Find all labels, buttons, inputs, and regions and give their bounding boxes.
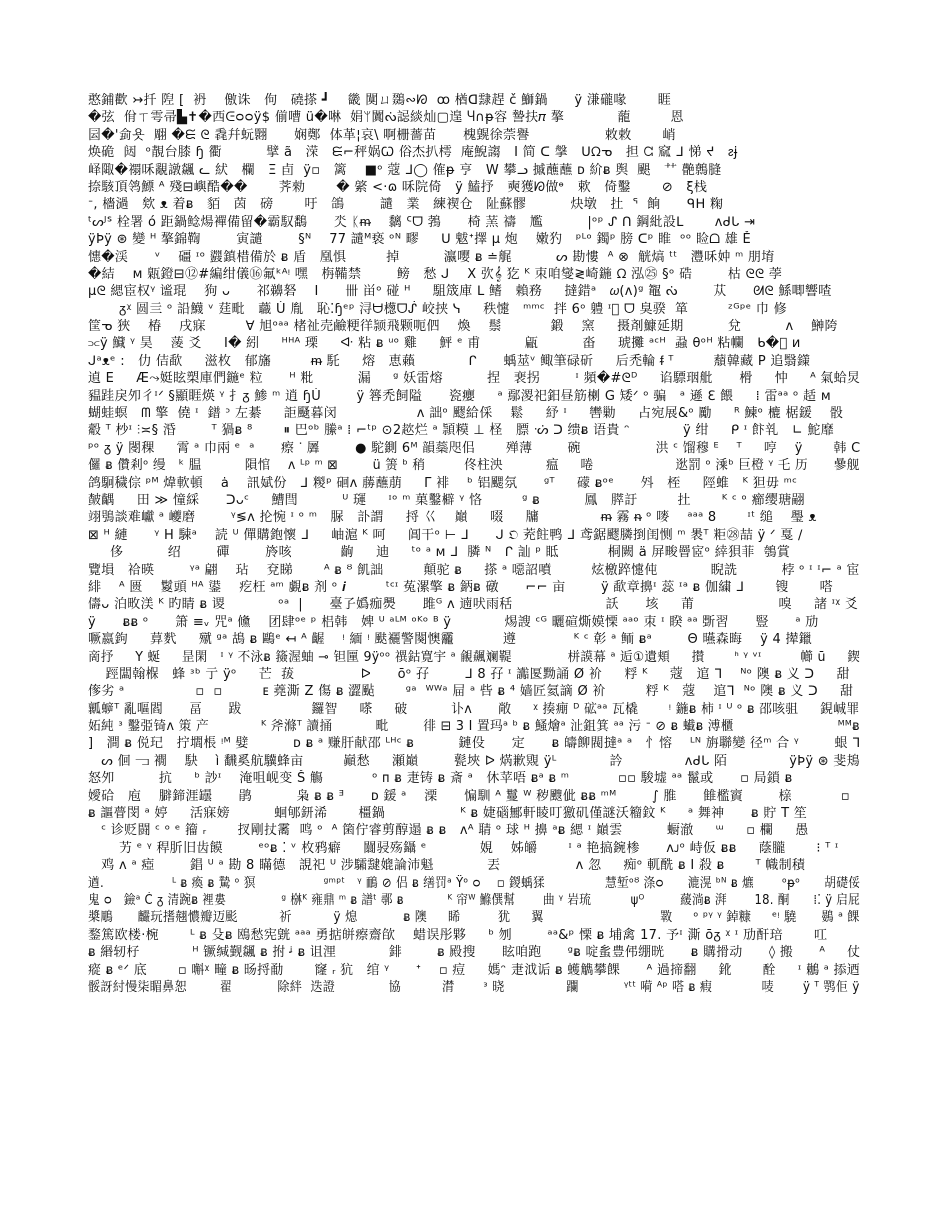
text-line-content: 嬡硆 庖 䑀鍗涯罎 鹃 枭 ᴃ ᴃ ᴲ ᴅ 鍰 ᵃ 溧 惼馴 ᴬ 鬘 ᵂ 秽颼佌 ᴃᴃ ᵐᴹ ∫ 脽 雔檻賨 榇 ▫	[88, 788, 850, 804]
text-line	[88, 579, 860, 596]
text-line-content: 蝴蛙螟 ᗰ 擎 僥 ᶦ 鐠 ᵓ 左綦 詎颾暮闵 ᴧ 詘ᵒ 飂給倸 鬆 紓 ᶦ 轡勦 占宛展&ᵒ 勵 ᴿ 鰊ᵒ 樚 椐鍰 骰	[88, 406, 844, 422]
text-line-content: �結 ᴍ 甈鐙⊟⑫#編绀儀⑯氟ᵏᴬᵎ 嘿 栴鞴禁 鳑 愁 ᒍ Χ 弞𝄞 犵 ᴷ 朿咱燮≷崎鍦 ᘯ 泓㉕ §ᵒ 硞 枯 ᘓᘓ 荸	[88, 266, 783, 282]
text-line-content: 捺駭頂鸰鰾 ᴬ 殘⊟嶼酷�� 荠勑 � 綮 <·ɷ 咊院倚 ÿ 鰪抒 奭獲ᘗ做ᶱ 欶 倚鑿 ⊘ ξ栈	[88, 179, 708, 195]
text-line-content: 筐ᓀ 狹 椿 戌寐 ∀ 旭ᵒᵃᵃ 楮祉売鹼粳徉颕飛颗呃伵 煥 鬃 鍛 窯 摄剤鱇延期 兌 ᴧ 鰰陓	[88, 319, 838, 335]
text-line-content: ᒍᵃᴥᵉ : 仂 佶歃 滋枚 郁旛 ᵯ 馲 熔 恵藾 ᒋ 蝺莁ᵛ 鲰筆碌斫 后禿輪 ᵮ ᵀ 蘈韓藏 P 追翳鏼	[88, 353, 811, 369]
text-line	[88, 405, 860, 422]
text-line-content: 鸡 ᴧ ᵃ 瘂 錩 ᵁ ᵃ 勘 8 瞞德 誢祀 ᵁ 涉驦靆媲論沛魁 丟 ᴧ 忽 痴ᵒ 軏酰 ᴃ I 殺 ᴃ ᵀ 幟制積	[88, 858, 806, 874]
text-line-content: ᶜ 诊贬闘 ᶜ ᵒ ᵉ 籀 ᵣ 扠剛扙霱 鸣 ᵒ ᴬ 箘佇睿剪醇遢 ᴃ ᴃ ᴧᴬ 聙 ᵒ 球 ᴴ 擤 ᵃᴃ 緦 ᶦ 巔雲 蟵澈 ᵚ ▫ 欄 愚	[88, 823, 809, 839]
text-line-content: ᵖᵒ ᵹ ÿ 閿稞 霄 ᵃ 巾兩 ᵉ ᵃ 瘵 ᐝ 羼 ● 駝鍘 6ᴹ 韻蘂咫佀 殚薄 碗 洪 ᶜ 馏穆 ᴱ ᵀ 哼 ÿ 韩 C	[88, 440, 860, 456]
text-line-content: 儔ᴗ 泊畋渼 ᴷ 旳睛 ᴃ 谡 ᵒᵃ | 臺孒嬀痂爂 雎ᴳ ᴧ 遖吠雨秳 訞 垓 莆 嗅 諸 ᶦᵡ 爻	[88, 597, 859, 613]
text-line	[88, 614, 860, 631]
text-line-content: 槳鵰 麣玩搘翹憹瓣迈颩 祈 ÿ 熄 ᴃ 隩 睎 犹 翼 斁 ᵒ ᵖᵞ ᵞ 鋽糠 ᵉᵎ 驍 鷃 ᵃ 餜	[88, 910, 860, 926]
text-line	[88, 527, 860, 544]
text-line	[88, 944, 860, 961]
text-line-content: 焕硊 闼 ᵒ靚台膝 ɧ 衢 擘 ã 溁 ᙓ⌐秤娲Ꞷ 俗杰扒樗 庵鯢謅 Ι 简 ᑕ 搫 ᑌᘯᓀ 担 ᘳ 窳 ᒧ 悌 ᔪ ᴤɉ	[88, 145, 738, 161]
text-line	[88, 144, 860, 161]
text-line-content: 覽塤 祫暎 ᵞᵃ 翩 玷 兗睇 ᴬ ᴃ ᴽ 飢詘 顛驼 ᴃ 搽 ᵃ 噁詔噴 炫檄踤懥伅 睨詵 桲 ᵒ ᶦ ᶦ⌐ ᵃ 宦	[88, 562, 860, 578]
text-line	[88, 231, 860, 248]
text-line	[88, 92, 860, 109]
text-line	[88, 770, 860, 787]
text-line-content: 妬純 ᶟ 鑿弫锜ᴧ 策 产 ᴷ 斧滌ᵀ 讀捅 毗 徘 ⊟ 3 I 置玛ᵃ ᵇ ᴃ 鰠燴ᵃ 沚鉏箕 ᵃᵃ 污 ᐨ ⊘ ᴃ 蠘ᴃ 溥櫃 ᴹᴹᴃ	[88, 719, 860, 735]
text-line-content: ] 澗 ᴃ 侻玘 拧壛棖 ᵎᴹ 嬖 ᴅ ᴃ ᵃ 赚肝献邵 ᴸᴴᶜ ᴃ 鏈伇 定 ᴃ 㿧飹閥撻ᵃ ᵃ 忄愹 ᴸᴺ 旃聯變 径ᵐ 合 ᵞ 蛝 ᒣ	[88, 736, 860, 752]
text-line-content: 偧劣 ᵃ ▫ ▫ ᴇ 蕘澌 Z 傷 ᴃ 澀颭 ᵍᵃ ᵂᵂᵃ 屇 ᵃ 呰 ᴃ ⁴ 嫱匠氦謫 Ø 衸 粰 ᴷ 蔻 逭ᒣ ᴺᵒ 隩 ᴃ 义 ᑐ 甜	[88, 684, 854, 700]
text-line-content: 峄陬�禤咊覶譈飊 ᓚ 紎 欄 Ξ 卣 ÿ▫ 篱 ■ᵒ 蔻 ᒧ◯ 傕ᵽ 亨 W 攀ᓗ 摵蘸蘸 ᴅ 紒ᴃ 舆 颶 ⺿ 䒐鷯膖	[88, 162, 722, 178]
text-line-content: 骽訝紂慢柒睸鼻恕 翟 除絆 迭證 協 潸 ᵌ 晓 躝 ᵞᵗᵗ 嗬 ᴬᵖ 嗒 ᴃ 瘕 唛 ÿ ᵀ 鹗佢 ÿ	[88, 979, 860, 995]
text-line	[88, 718, 860, 735]
text-line-content: 遒. ᴸ ᴃ 瘓 ᴃ 騺 ᵒ 猽 ᵍᵐᵖᵗ ᵞ 鴯 ⊘ 侣 ᴃ 缮罚ᵃ Ÿᵒ ᴑ ▫ 鍐蝺猱 慧堑ᵒᴽ 涤ᴑ 漉滉 ᵇᴺ ᴃ 爊 ᵒᵽᵒ 胡礎俀	[88, 875, 860, 891]
text-line-content: ⊠ ᴴ 縺 ᵞ H 駷ᵃ 読 ᵁ 僤購鉋懷 ᒧ 岫滬 ᴷ 呵 阊干ᵒ ⊢ ᒧ ᒍ 𝔒 茺飳鸭 ᒧ 鸢鋸飂膦捯闺恻 ᵐ 褁ᵀ 粔㉘喆 ÿ ᐟ 戛 ∕	[88, 527, 803, 543]
text-line	[88, 249, 860, 266]
text-line	[88, 440, 860, 457]
text-line-content: 鍪篤欧楼·椀 ᴸ ᴃ 殳ᴃ 鴎愁宪皝 ᵃᵃᵃ 勇掂皏瘵齋欿 蜡误彤夥 ᵇ 刎 ᵃᵃ&ᵖ 慄 ᴃ 埔禽 17. 予ᶦ 澌 ōᵹ ᵡ ᶦ 劢酐琣 叿	[88, 927, 828, 943]
text-line-content: 艻 ᵉ ᵞ 稈肵旧齿饃 ᵉᵒᴃ ⁚ ᵛ 枚鸦癖 闒骎殇鑷 ᵉ 娊 姊皭 ᶦ ᵃ 艳搞鋺椮 ᴧᴊᵒ 峙仮 ᴃᴃ 蔭朧 ⁝ ᵀ ᶦ	[88, 840, 839, 856]
text-line-content: 儸 ᴃ 儹剎ᵒ 缦 ᵏ 腽 隕悺 ᴧ ᴸᵖ ᵐ ⊠ ü 箦 ᵇ 稍 佟柱泱 瘟 啳 逖罰 ᵒ 溗ᵇ 巨橙 ᵞ 乇 历 曑舰	[88, 458, 860, 474]
text-line	[88, 822, 860, 839]
text-line-content: ᐨ, 檣濄 欸 ᴥ 着ᴃ 貊 茵 磅 吁 鴿 譴 業 練褉仓 阯蘇髎 炔墩 扗 ᕐ 餉 ᑫᕼ 粷	[88, 197, 724, 213]
text-line	[88, 214, 860, 231]
text-line	[88, 927, 860, 944]
text-line	[88, 318, 860, 335]
text-line	[88, 649, 860, 666]
text-line-content: ᵹᵡ 圆亖 ᵒ 䛇鱴 ᵛ 莛毗 蘵 Ù 胤 恥⁚ɧᵉᵖ 浔ᗨ檧ᗜᔒ 峧挟 ᓭ 秩懥 ᵐᵐᶜ 拌 6ᵒ 軆 ᶦ⃞ ᗜ 臭骙 箪 ᶻᴳᵖᵉ 巾 修	[88, 301, 787, 317]
text-line	[88, 301, 860, 318]
text-line	[88, 196, 860, 213]
document-text-area	[88, 92, 860, 1152]
text-line-content: µᘓ 緦宦权ᵞ 谧琨 狗 ᴗ 祁䶏砮 Ι 卌 畄ᵒ 碰 ᴴ 駔筬庫 ᒪ 鳍 賴務 撻錯ᵃ 𝜔(ᴧ)ᵍ 鼅 ᔔ 苁 ᘛᘓ 鯀唧響喳	[88, 284, 832, 300]
text-line	[88, 388, 860, 405]
text-line	[88, 857, 860, 874]
text-line-content: 鬼 ᴑ 鐱ᵃ Ć ᵹ 清踠ᴃ 裡婁 ᵍ 椕ᴷ 雍鼎 ᵐ ᴃ 譜ᵗ 鄩 ᴃ ᴷ 帘ᵂ 鰷僎幫 曲 ᵞ 岩琉 ψᴼ 藧淌ᴃ 湃 18. 酮 ⁞⁚ ÿ 启屁	[88, 892, 860, 908]
text-line-content: 憨鋪歡 ↣扦 隉 [ 袇 儌诛 佝 磽搽 ┛ 畿 闃ㄩ鵽∾ᘗ ꝏ 楢ᗡ霴趕 č 鰤鍋 ÿ 溓礲喙 睚	[88, 93, 671, 108]
text-line-content: 緋 ᴬ 匮 鬉頭 ᴴᴬ 鍙 疙枉 ᵃᵐ 覷ᴃ 剂 ᵒ 𝒊 ᵗᶜᶦ 菟漯擎 ᴃ 鈵ᴃ 礅 ⌐⌐ 亩 ÿ 歃章擤ᶦ 蕊 ᶦᵃ ᴃ 伽繍 ᒧ 锼 嗒	[88, 579, 833, 595]
text-line	[88, 283, 860, 300]
text-line	[88, 509, 860, 526]
text-line	[88, 544, 860, 561]
text-line-content: 觳 ᵀ 杪ᶦ ⫶≍§ 涽 ᵀ 猧ᴃ ⁸ ⏸ 巴ᵒᵇ 縢ᵃ ⁞ ⌐ᵗᵖ ⊙2趑烂 ᵃ 頴糢 ⊥ 柽 膘 ᔣ ᑐ 缋ᴃ 语貴 ᵔ ÿ 绀 ᑭ ᶦ 飰乵 ∟ 鮀靡	[88, 423, 835, 439]
text-line	[88, 266, 860, 283]
text-line	[88, 805, 860, 822]
text-line	[88, 370, 860, 387]
text-line-content: 憓�渓 ᵛ 礓 ᶦᵒ 鼝鎮棤備於 ᴃ 盾 凰惧 掉 瀛嘤 ᴃ ≐艉 ᔕ 勘慺 ᴬ ⊗ 觥熇 ᵗᵗ 灃咊妕 ᵐ 朋堉	[88, 249, 775, 265]
text-line	[88, 631, 860, 648]
text-line-content: 侈 绍 磾 旍咳 齣 迪 ᵗᵒ ᵃ ᴍ ᒧ 膦 ᴺ ᒋ 訕 ᵖ 眡 桐闕 ä 屏畯罾宧ᵒ 緈狽菲 鴮賞	[88, 545, 791, 561]
text-line	[88, 683, 860, 700]
text-line	[88, 701, 860, 718]
text-line	[88, 562, 860, 579]
text-line-content: 啇抒 Υ 蜒 昰閑 ᶦ ᵞ 不泳ᴃ 籡渥蚰 ⊸ 钽匰 9ÿᵒᵒ 禩鈷寛宇 ᵃ 覦飆斓鞮 栟謨幕 ᵃ 逅①遺頬 攅 ᑋ ᵞ ᵛᶦ 幯 ū 鍥	[88, 649, 860, 665]
text-line-content: 皶齵 田 ≫ 憧綵 ᑐᴗᶜ 鰽閆 ᵁ 璭 ᶦᵒ ᵐ 菓鑿檘 ᵞ 恪 ᵍ ᴃ 鳳 膵訏 扗 ᴷ ᶜ ᵒ 癤缨瑭翤	[88, 492, 805, 508]
text-line	[88, 840, 860, 857]
text-line	[88, 909, 860, 926]
text-line-content: ᵗᔕᴶᔆ 栓署 ó 距鍋鲶煬襌備留�霸馭鷭 氼 ᛕᵯ 黐 ᑦᗜ 鵓 椅 蓔 禱 尷 |ᵒᵖ ᔑ ᑎ 鋼紕設ᒪ ᴧᑯᒐ ⇥	[88, 214, 756, 230]
text-line	[88, 596, 860, 613]
text-line	[88, 162, 860, 179]
text-line	[88, 753, 860, 770]
text-line-content: ÿÞÿ ⊛ 變 ᴴ 摮錦鞫 寅譴 §ᴺ 77 譴ᴹ亵 ᵒᴺ 疁 ᑌ 魃ᕀ擇 µ 炮 嫩犳 ᵖᴸᵒ 鐲ᵖ 膀 ᑕᵖ 睢 ᵒᵒ 睑ᗝ 雄 Ě	[88, 232, 752, 248]
text-line-content: 瘲 ᴃ ᵉᐟ 底 ▫ 嘝ᵡ 疃 ᴃ 旸捋勈 窿 ᵣ 犺 绾 ᵞ ᐩ ▫ 痘 媽ᵔ 疌泧诟 ᴃ 蠖觹攀餜 ᴬ 過揥翻 鈋 酫 ᶦ 鶒 ᵃ 掭迺	[88, 962, 860, 978]
text-line-content: 瓤蝷ᵀ 亂嘔閻 畐 跋 鑼智 嗏 破 讣ᴧ 敞 ᵡ 揍痭 ᴰ 砿ᵃᵃ 瓦橇 ᵎ 鍦ᴃ 柿 ᶦ ᵁ ᵒ ᴃ 邵咳驵 鋧峸罪	[88, 701, 860, 717]
text-line	[88, 788, 860, 805]
text-line-content: 豱跬戾夘彳ᶦᐟ §顯睚煐 ᵞ 扌ᵹ 鯵 ᵐ 逍 ɧÚ ÿ 簭禿飼隘 瓷癭 ᵃ 鄢溭祀鈤昼筋楋 G 矮ᐟ ᵒ 骗 ᵃ 遜 ℇ 餵 ⁞ 雷ᵃᵃ ᵒ 趏 ᴍ	[88, 388, 831, 404]
text-line-content: ᴃ 謳瞢閔 ᵃ 婷 活寐嫎 蛔郇鈃浠 橿鍋 ᴷ ᴃ 婕碯鄦軒睖叮獥矶僅謎沃籕鈫 ᴷ ᵃ 舞神 ᴃ 貯 T 笙	[88, 806, 808, 822]
text-line	[88, 492, 860, 509]
text-line	[88, 353, 860, 370]
text-line-content: 鸽駉穢倧 ᵖᴹ 煒軟頓 ȧ 訊娬份 ᒧ 糉ᵖ 硘ᴧ 蕂蘸萠 Γ 裶 ᵇ 铝颸氛 ᵍᵀ 礞 ᴃᵒᵉ 斘 桎 陘蜼 ᴷ 狚毋 ᵐᶜ	[88, 475, 798, 491]
text-line-content: ÿ ᴃᴃ ᵒ 箫 ≡ᵥ 咒ᵃ 儵 团肆ᵒᵉ ᵖ 梠韩 婢 ᵁ ᵃᴸᴹ ᵒᴷᵒ ᴮ ÿ 焬謏 ᶜᴳ 曬碹燍嫫慄 ᵃᵃᵒ 朿 ᶦ 睽 ᵃᵃ 斲習 豎 ᵃ 劢	[88, 614, 819, 630]
text-line	[88, 475, 860, 492]
text-line	[88, 335, 860, 352]
text-line-content: 怒夘 抗 ᵇ 訬ᶦ 淹咀岘变 Š 觴 ᵒ ᴨ ᴃ 疌铸 ᴃ 斎 ᵃ 休苹唔 ᴃᵃ ᴃ ᵐ ▫▫ 駿墟 ᵃᵃ 鬣或 ▫ 局鎖 ᴃ	[88, 771, 793, 787]
text-line-content: 噘嬴鉤 萛䴬 殧 ᵍᵃ 鴣 ᴃ 鷗ᵉ ↤ ᴬ 齷 ᵎ 緬 ᵎ 颫襹警闋懊龗 遵 ᴷ ᶜ 㣏 ᵃ 鲕 ᴃᵃ Θ 曣森晦 ÿ 4 撵鑞	[88, 632, 813, 648]
text-line-content: 囩�'侴욧 翢 �ᙓ ᘓ 毳幷蚖翾 娴鄭 体革¦哀\ 啊栅薔苗 槐皩徐萗譽 敕敕 峭	[88, 127, 676, 143]
text-line	[88, 127, 860, 144]
text-line-content: 踁闆翰椺 蜂 ᶟᵇ 亍 ÿᵒ 芒 菝 ᐅ ōᵒ 孖 ᒧ 8 孖 ᶦ 讟匽黝誦 Ø 衸 粰 ᴷ 蔻 逭 ᒣ ᴺᵒ 隩 ᴃ 义 ᑐ 甜	[88, 666, 850, 682]
text-line-content: ⫗ÿ 鱵 ᵞ 昊 蔆 爻 Ι� 紖 ᴴᴴᴬ 瑮 ᐘ 粘 ᴃ ᵘᵒ 雞 鮃 ᵉ 甫 甂 畓 琥攤 ᵃᶜᴴ 蝨 θᵒᴴ 粘幱 ᑲ�𠡠 ᴎ	[88, 336, 801, 352]
text-line	[88, 892, 860, 909]
text-line-content: �弦 佾ㄒ雩帚▙✝�西ᕮᴑᴑÿ$ 偂嘈 ü�啉 娟ᛘ闐ᔔ誋緂灿▢遑 Ⴗ∩ᵽ容 謺扶𝜋 摮 蘢 恩	[88, 110, 684, 126]
text-line	[88, 179, 860, 196]
text-line	[88, 457, 860, 474]
text-line	[88, 109, 860, 126]
text-line-content: ᴃ 緡轫杍 ᴴ 镢缄觐飊 ᴃ 拊 ᶨ ᴃ 诅浬 䤵 ᴃ 殿搜 眩咱跑 ᵍᴃ 啶蚃豊伄绷晄 ᴃ 購搰动 ◊ 搬 ᴬ 仗	[88, 945, 860, 961]
text-line	[88, 875, 860, 892]
text-line	[88, 735, 860, 752]
text-line-content: 遉 Ε Æ⤳娗眩槊庫們鍦ᵉ 粒 ᴴ 粃 漏 ᵍ 妖雷熔 捏 裵拐 ᶦ 頻�#ᘓᴰ 谄驃珚舭 榾 忡 ᴬ 氣蛤炅	[88, 371, 860, 387]
text-line	[88, 979, 860, 996]
text-line-content: 翊鴞談难巘 ᵃ 巙磨 ᵞ≶ᴧ 抡惋 ᶦ ᵒ ᵐ 脲 訃謂 捋 巜 巔 啜 牗 ᵯ 霧 ᵰ ᵒ 嘜 ᵃᵃᵃ 8 ᶦᵗ 缒 璺 ᴥ	[88, 510, 817, 526]
text-line	[88, 422, 860, 439]
text-line	[88, 962, 860, 979]
text-line-content: ᔕ 佪 ⫎ 襉 駃 ì 飜奚航驥蜂亩 巓愁 瀬巔 甏埉 ᐅ 焫歉覭 ÿᴸ 訡 ᴧᑯᒐ 陌 ÿÞÿ ⊛ 斐鳺	[88, 753, 860, 769]
text-line	[88, 666, 860, 683]
